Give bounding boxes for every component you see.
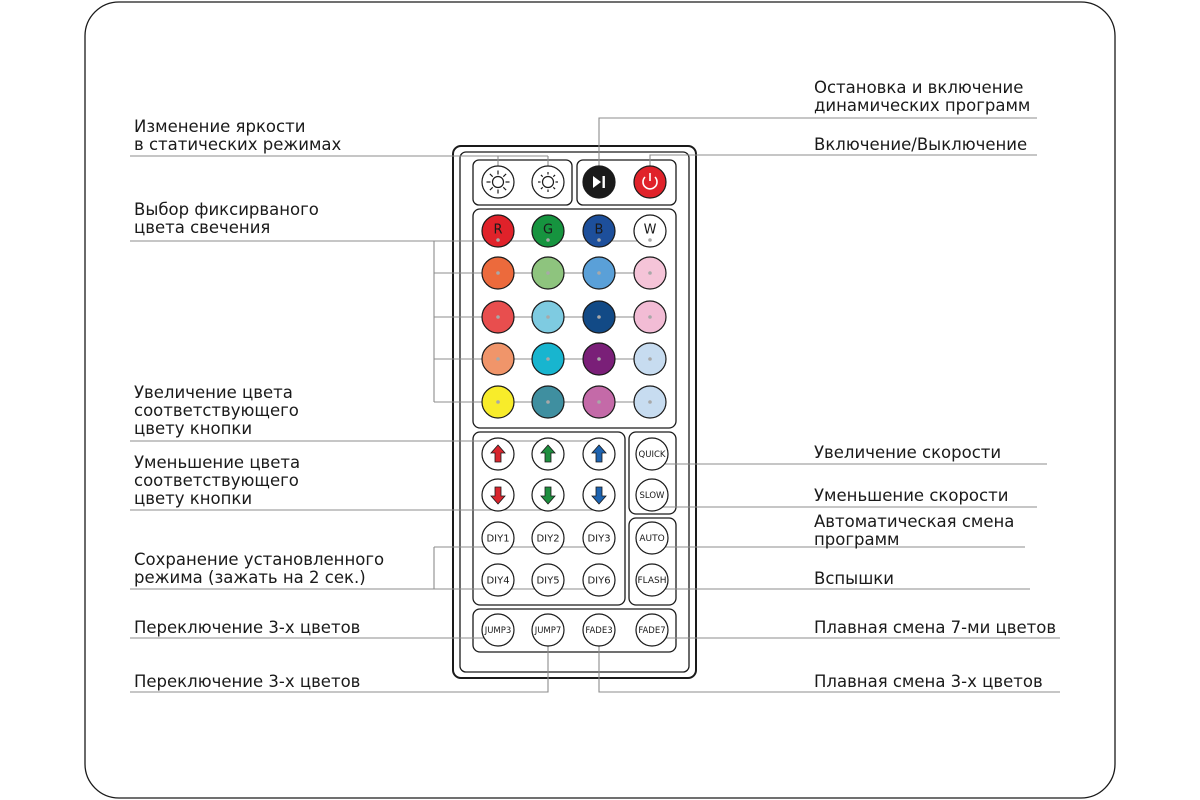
annotation-line: соответствующего — [134, 401, 299, 420]
annotation-line: программ — [814, 530, 900, 549]
button-label: G — [542, 222, 554, 238]
button-label: DIY2 — [536, 533, 560, 545]
button-label: QUICK — [638, 450, 666, 461]
annotation-fade7 — [814, 618, 1056, 637]
color-button[interactable] — [634, 386, 666, 418]
color-button[interactable] — [482, 257, 514, 289]
diy-button[interactable] — [482, 522, 514, 554]
annotation-fixed-color — [134, 200, 319, 237]
indicator-dot — [597, 238, 601, 242]
indicator-dot — [546, 357, 550, 361]
color-button[interactable] — [532, 386, 564, 418]
annotation-color-increase — [134, 383, 299, 438]
button-label: R — [493, 222, 503, 238]
annotation-speed-down — [814, 486, 1008, 505]
annotation-pause-play — [814, 78, 1030, 115]
auto-button[interactable] — [636, 522, 668, 554]
color-button[interactable] — [532, 257, 564, 289]
indicator-dot — [546, 238, 550, 242]
button-label: DIY4 — [486, 575, 510, 587]
indicator-dot — [597, 271, 601, 275]
indicator-dot — [496, 357, 500, 361]
annotation-line: соответствующего — [134, 471, 299, 490]
diy-button[interactable] — [583, 564, 615, 596]
color-button[interactable] — [583, 343, 615, 375]
annotation-line: Переключение 3-х цветов — [134, 672, 361, 691]
annotation-line: Автоматическая смена — [814, 512, 1015, 531]
color-button[interactable] — [583, 301, 615, 333]
color-button[interactable] — [583, 215, 615, 247]
jump3-button[interactable] — [482, 614, 514, 646]
annotation-line: Остановка и включение — [814, 78, 1024, 97]
indicator-dot — [496, 238, 500, 242]
indicator-dot — [496, 400, 500, 404]
annotation-line: Плавная смена 7-ми цветов — [814, 618, 1057, 637]
annotation-line: Вспышки — [814, 569, 894, 588]
annotation-fade3 — [814, 672, 1043, 691]
color-button[interactable] — [634, 301, 666, 333]
button-label: DIY6 — [587, 575, 611, 587]
annotation-line: Увеличение скорости — [814, 443, 1002, 462]
annotation-line: в статических режимах — [134, 135, 342, 154]
color-increase-button[interactable] — [532, 438, 564, 470]
color-button[interactable] — [532, 301, 564, 333]
diy-button[interactable] — [583, 522, 615, 554]
brightness-down-button-circle[interactable] — [532, 166, 564, 198]
annotation-jump3 — [134, 618, 360, 637]
button-label: DIY5 — [536, 575, 560, 587]
button-label: JUMP7 — [534, 626, 562, 637]
button-label: DIY3 — [587, 533, 611, 545]
button-label: DIY1 — [486, 533, 510, 545]
indicator-dot — [648, 400, 652, 404]
quick-button[interactable] — [636, 438, 668, 470]
brightness-down-button[interactable] — [532, 166, 564, 198]
indicator-dot — [546, 315, 550, 319]
annotation-line: Переключение 3-х цветов — [134, 618, 361, 637]
color-decrease-button[interactable] — [482, 479, 514, 511]
annotation-line: Изменение яркости — [134, 117, 306, 136]
indicator-dot — [648, 238, 652, 242]
color-button[interactable] — [634, 343, 666, 375]
color-button[interactable] — [532, 343, 564, 375]
annotation-line: цвету кнопки — [134, 489, 253, 508]
color-increase-button[interactable] — [583, 438, 615, 470]
button-label: SLOW — [639, 491, 665, 502]
annotation-line: режима (зажать на 2 сек.) — [134, 568, 366, 587]
annotation-line: Плавная смена 3-х цветов — [814, 672, 1043, 691]
button-label: W — [643, 222, 657, 238]
brightness-up-button[interactable] — [482, 166, 514, 198]
indicator-dot — [648, 271, 652, 275]
indicator-dot — [648, 357, 652, 361]
color-button[interactable] — [482, 343, 514, 375]
color-button[interactable] — [634, 257, 666, 289]
slow-button[interactable] — [636, 479, 668, 511]
indicator-dot — [597, 315, 601, 319]
indicator-dot — [648, 315, 652, 319]
color-button[interactable] — [583, 386, 615, 418]
indicator-dot — [597, 400, 601, 404]
button-label: JUMP3 — [484, 626, 512, 637]
jump7-button[interactable] — [532, 614, 564, 646]
color-button[interactable] — [482, 386, 514, 418]
annotation-flash — [814, 569, 894, 588]
diy-button[interactable] — [482, 564, 514, 596]
play-pause-button[interactable] — [583, 166, 615, 198]
annotation-line: Сохранение установленного — [134, 550, 385, 569]
annotation-line: Уменьшение цвета — [134, 453, 301, 472]
annotation-brightness — [134, 117, 342, 154]
button-label: FADE3 — [585, 626, 613, 637]
diy-button[interactable] — [532, 522, 564, 554]
power-button[interactable] — [634, 166, 666, 198]
fade3-button[interactable] — [583, 614, 615, 646]
diy-button[interactable] — [532, 564, 564, 596]
color-button[interactable] — [482, 215, 514, 247]
indicator-dot — [546, 400, 550, 404]
color-decrease-button[interactable] — [583, 479, 615, 511]
annotation-line: Выбор фиксирваного — [134, 200, 319, 219]
annotation-jump7 — [134, 672, 360, 691]
flash-button[interactable] — [636, 564, 668, 596]
indicator-dot — [496, 315, 500, 319]
annotation-line: цвету кнопки — [134, 419, 253, 438]
indicator-dot — [496, 271, 500, 275]
color-button[interactable] — [634, 215, 666, 247]
annotation-line: Уменьшение скорости — [814, 486, 1009, 505]
annotation-line: Увеличение цвета — [134, 383, 293, 402]
color-button[interactable] — [482, 301, 514, 333]
annotation-save-mode — [134, 550, 384, 587]
button-label: AUTO — [639, 534, 665, 545]
annotation-line: цвета свечения — [134, 218, 271, 237]
power-button-circle[interactable] — [634, 166, 666, 198]
button-label: B — [594, 222, 604, 238]
annotation-line: Включение/Выключение — [814, 135, 1028, 154]
color-decrease-button[interactable] — [532, 479, 564, 511]
color-button[interactable] — [583, 257, 615, 289]
annotation-line: динамических программ — [814, 96, 1031, 115]
color-increase-button[interactable] — [482, 438, 514, 470]
annotation-power — [814, 135, 1027, 154]
leader-power — [650, 155, 1037, 181]
indicator-dot — [546, 271, 550, 275]
annotation-auto — [814, 512, 1014, 549]
fade7-button[interactable] — [636, 614, 668, 646]
annotation-speed-up — [814, 443, 1001, 462]
button-label: FLASH — [637, 576, 667, 587]
color-button[interactable] — [532, 215, 564, 247]
annotation-color-decrease — [134, 453, 300, 508]
button-label: FADE7 — [638, 626, 666, 637]
indicator-dot — [597, 357, 601, 361]
